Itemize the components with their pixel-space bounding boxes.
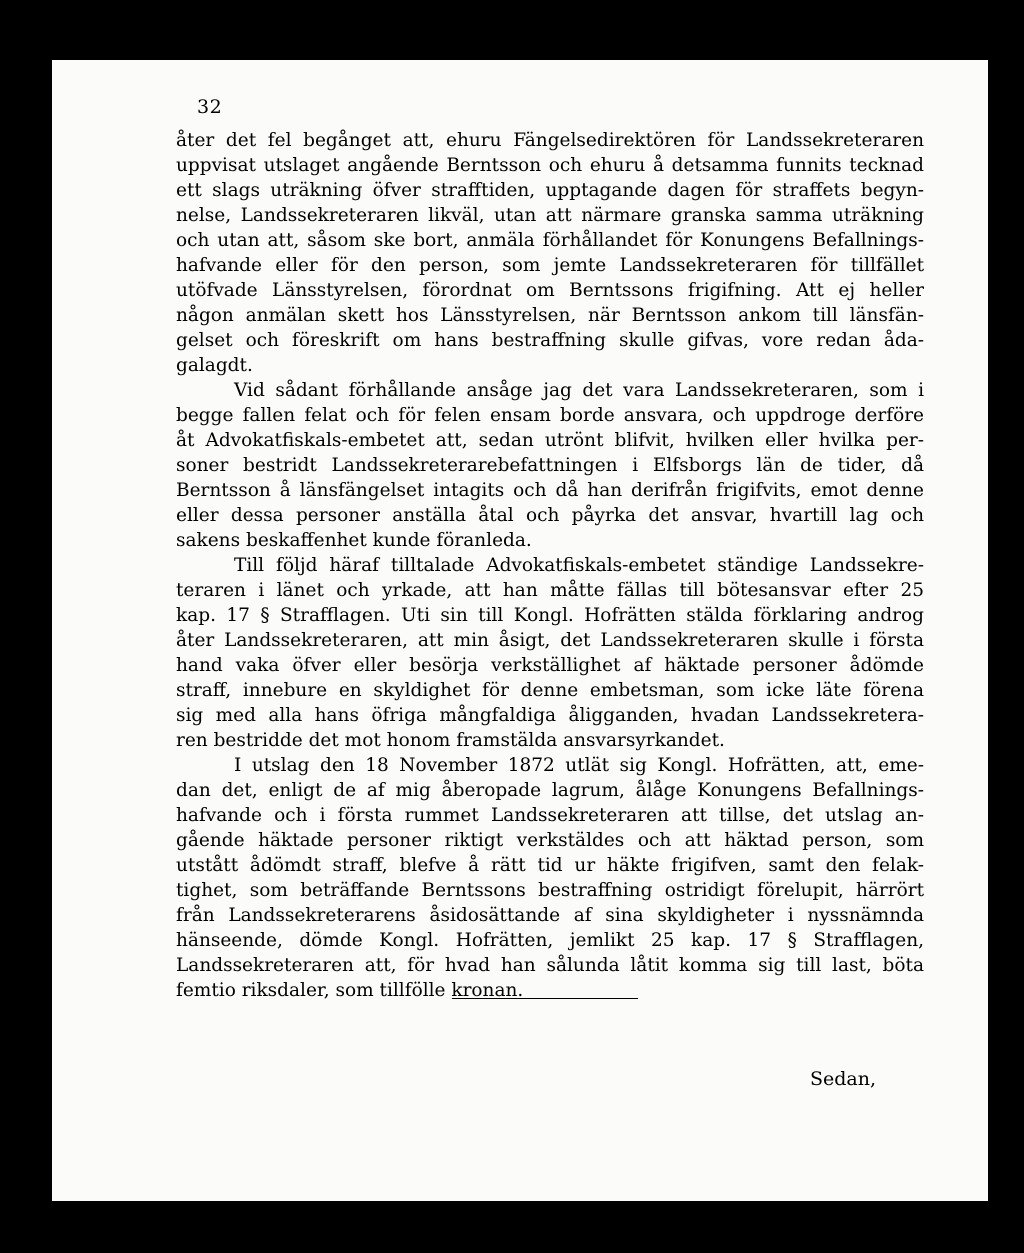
text-line: eller dessa personer anställa åtal och påyrka det ansvar, hvartill lag och: [176, 505, 924, 526]
body-text: [176, 128, 924, 1003]
text-line: Till följd häraf tilltalade Advokatfiskals-embetet ständige Landssekre-: [234, 555, 924, 576]
text-line: galagdt.: [176, 355, 253, 376]
text-line: begge fallen felat och för felen ensam borde ansvara, och uppdroge derföre: [176, 405, 924, 426]
text-line: teraren i länet och yrkade, att han måtte fällas till bötesansvar efter 25: [176, 580, 924, 601]
text-line: gelset och föreskrift om hans bestraffning skulle gifvas, vore redan åda-: [176, 330, 924, 351]
text-line: Landssekreteraren att, för hvad han sålunda låtit komma sig till last, böta: [176, 955, 924, 976]
text-line: från Landssekreterarens åsidosättande af sina skyldigheter i nyssnämnda: [176, 905, 924, 926]
text-line: sakens beskaffenhet kunde föranleda.: [176, 530, 532, 551]
text-line: utöfvade Länsstyrelsen, förordnat om Berntssons frigifning. Att ej heller: [176, 280, 924, 301]
document-page: [52, 60, 988, 1201]
text-line: åter det fel begånget att, ehuru Fängelsedirektören för Landssekreteraren: [176, 130, 924, 151]
text-line: gående häktade personer riktigt verkstäldes och att häktad person, som: [176, 830, 924, 851]
text-line: åter Landssekreteraren, att min åsigt, det Landssekreteraren skulle i första: [176, 630, 924, 651]
text-line: hafvande och i första rummet Landssekreteraren att tillse, det utslag an-: [176, 805, 924, 826]
text-line: utstått ådömdt straff, blefve å rätt tid ur häkte frigifven, samt den felak-: [176, 855, 924, 876]
text-line: Berntsson å länsfängelset intagits och då han derifrån frigifvits, emot denne: [176, 480, 924, 501]
text-line: hänseende, dömde Kongl. Hofrätten, jemlikt 25 kap. 17 § Strafflagen,: [176, 930, 924, 951]
text-line: straff, innebure en skyldighet för denne embetsman, som icke läte förena: [176, 680, 924, 701]
page-number: 32: [197, 96, 223, 118]
text-line: åt Advokatfiskals-embetet att, sedan utrönt blifvit, hvilken eller hvilka per-: [176, 430, 924, 451]
paragraph: [176, 128, 924, 378]
text-line: uppvisat utslaget angående Berntsson och ehuru å detsamma funnits tecknad: [176, 155, 924, 176]
text-line: dan det, enligt de af mig åberopade lagrum, ålåge Konungens Befallnings-: [176, 780, 924, 801]
text-line: I utslag den 18 November 1872 utlät sig Kongl. Hofrätten, att, eme-: [234, 755, 924, 776]
text-line: Vid sådant förhållande ansåge jag det vara Landssekreteraren, som i: [234, 380, 924, 401]
text-line: soner bestridt Landssekreterarebefattningen i Elfsborgs län de tider, då: [176, 455, 924, 476]
text-line: någon anmälan skett hos Länsstyrelsen, när Berntsson ankom till länsfän-: [176, 305, 924, 326]
catchword: Sedan,: [810, 1068, 877, 1090]
text-line: kap. 17 § Strafflagen. Uti sin till Kongl. Hofrätten stälda förklaring androg: [176, 605, 924, 626]
text-line: sig med alla hans öfriga mångfaldiga åligganden, hvadan Landssekretera-: [176, 705, 924, 726]
text-line: hand vaka öfver eller besörja verkställighet af häktade personer ådömde: [176, 655, 924, 676]
text-line: ren bestridde det mot honom framstälda ansvarsyrkandet.: [176, 730, 725, 751]
text-line: tighet, som beträffande Berntssons bestraffning ostridigt förelupit, härrört: [176, 880, 924, 901]
text-line: ett slags uträkning öfver strafftiden, upptagande dagen för straffets begyn-: [176, 180, 924, 201]
section-divider-rule: [452, 998, 638, 999]
paragraph: [176, 753, 924, 1003]
text-line: och utan att, såsom ske bort, anmäla förhållandet för Konungens Befallnings-: [176, 230, 924, 251]
text-line: nelse, Landssekreteraren likväl, utan att närmare granska samma uträkning: [176, 205, 924, 226]
paragraph: [176, 378, 924, 553]
text-line: femtio riksdaler, som tillfölle kronan.: [176, 980, 524, 1001]
text-line: hafvande eller för den person, som jemte Landssekreteraren för tillfället: [176, 255, 924, 276]
paragraph: [176, 553, 924, 753]
